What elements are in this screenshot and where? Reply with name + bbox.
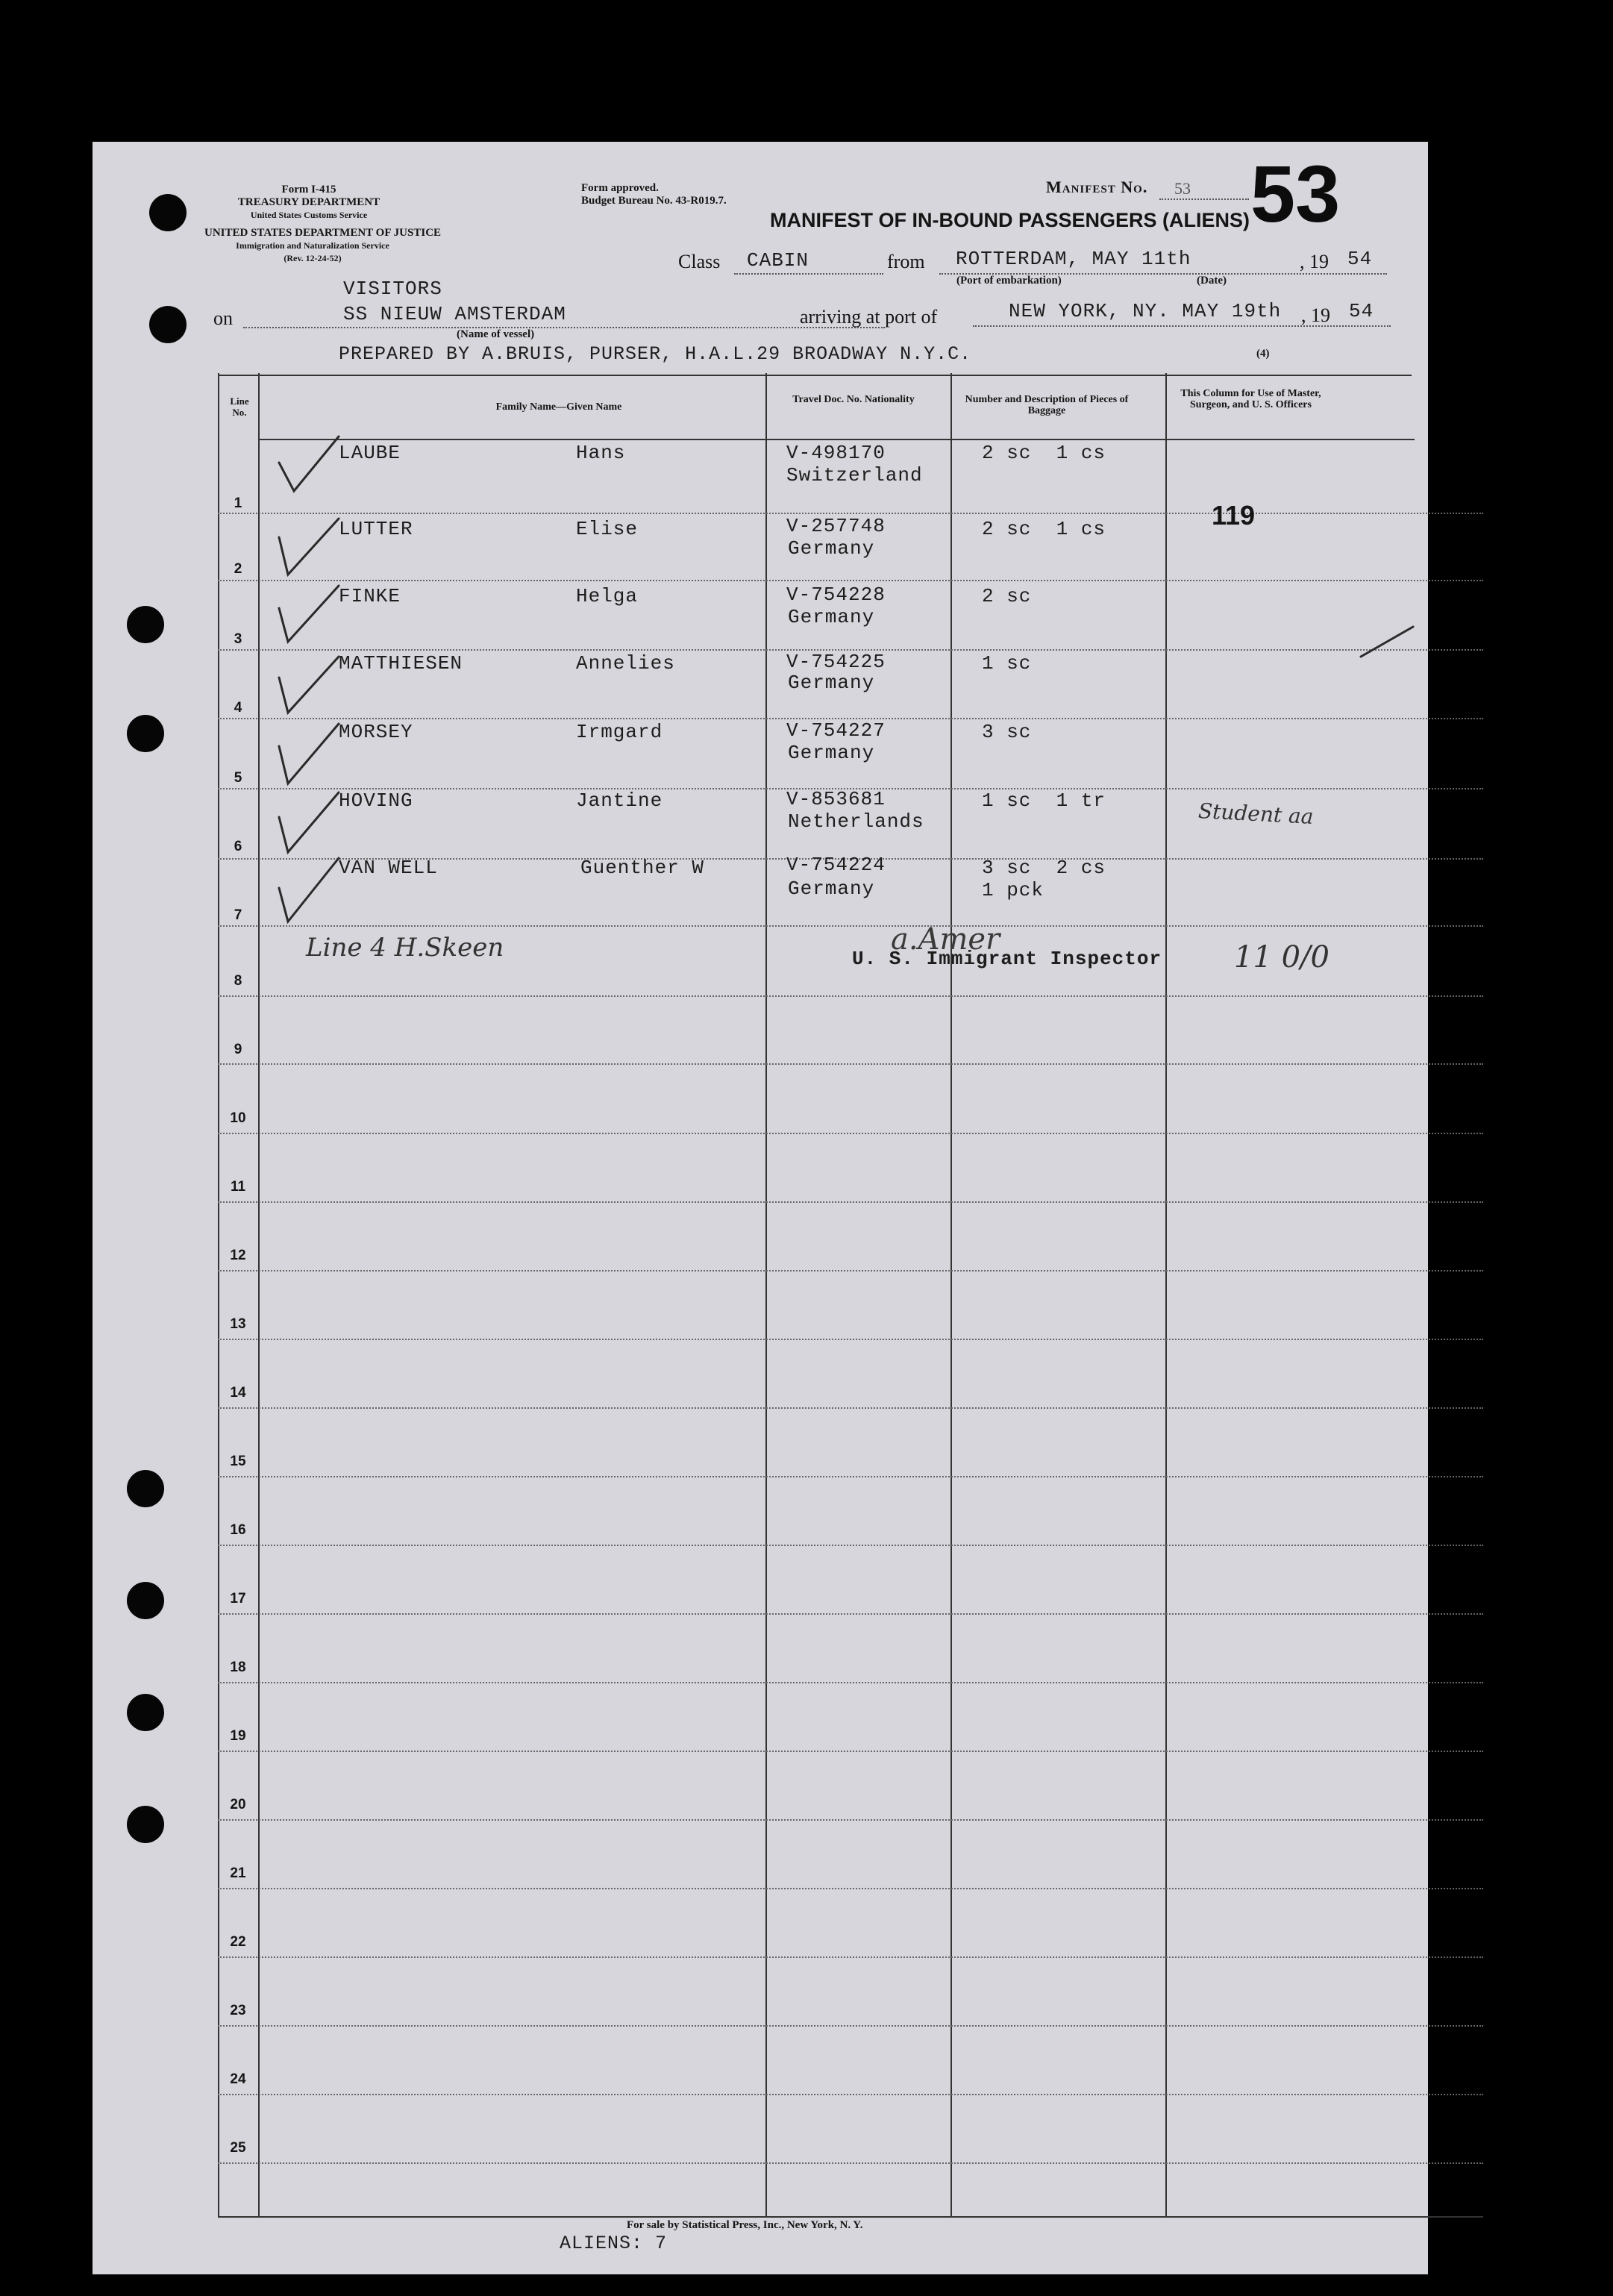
doj-name: UNITED STATES DEPARTMENT OF JUSTICE <box>204 227 442 239</box>
punch-hole <box>127 1806 164 1843</box>
line-number: 24 <box>230 2071 246 2087</box>
family-name: LAUBE <box>339 442 401 464</box>
handwritten-mark: 11 0/0 <box>1234 940 1329 975</box>
line-number: 20 <box>230 1797 246 1812</box>
visitors-label: VISITORS <box>343 278 442 300</box>
family-name: MATTHIESEN <box>339 652 463 675</box>
line-number: 19 <box>230 1728 246 1744</box>
manifest-label: Manifest No. <box>1046 178 1148 196</box>
family-name: HOVING <box>339 789 413 812</box>
col-doc: Travel Doc. No. Nationality <box>792 394 915 405</box>
check-mark <box>279 724 339 783</box>
port-caption: (Port of embarkation) <box>956 275 1062 287</box>
line-number: 16 <box>230 1522 246 1538</box>
given-name: Helga <box>576 585 639 607</box>
check-mark <box>279 858 339 922</box>
family-name: FINKE <box>339 585 401 607</box>
vessel-caption: (Name of vessel) <box>457 328 535 340</box>
nationality: Netherlands <box>788 810 924 833</box>
line-number: 3 <box>234 631 242 647</box>
line-number: 9 <box>234 1042 242 1057</box>
baggage: 1 sc 1 tr <box>982 789 1106 812</box>
line-number: 21 <box>230 1865 246 1881</box>
nationality: Germany <box>788 878 875 900</box>
col-line-no: Line No. <box>230 395 249 418</box>
check-mark <box>279 519 339 575</box>
given-name: Hans <box>576 442 626 464</box>
student-annotation: Student aa <box>1197 798 1315 830</box>
line-number: 14 <box>230 1385 246 1401</box>
aliens-count: ALIENS: 7 <box>560 2233 668 2254</box>
travel-doc-no: V-754224 <box>786 854 886 876</box>
revision-date: (Rev. 12-24-52) <box>284 253 342 263</box>
nationality: Switzerland <box>786 464 923 487</box>
inspector-signature: a.Amer <box>891 922 1000 957</box>
class-value: CABIN <box>747 249 809 272</box>
line-number: 5 <box>234 770 242 786</box>
punch-hole <box>127 1582 164 1619</box>
line-number: 7 <box>234 907 242 923</box>
given-name: Annelies <box>576 652 675 675</box>
inspector-label: U. S. Immigrant Inspector <box>852 948 1162 970</box>
vessel-name: SS NIEUW AMSTERDAM <box>343 303 566 325</box>
given-name: Irmgard <box>576 721 663 743</box>
line-number: 22 <box>230 1934 246 1950</box>
col-baggage: Number and Description of Pieces of Baggage <box>965 394 1129 416</box>
family-name: LUTTER <box>339 518 413 540</box>
travel-doc-no: V-853681 <box>786 788 886 810</box>
given-name: Elise <box>576 518 639 540</box>
line-number: 13 <box>230 1316 246 1332</box>
baggage: 2 sc <box>982 585 1032 607</box>
line-number: 10 <box>230 1110 246 1126</box>
class-label: Class <box>678 251 721 272</box>
form-approved: Form approved. <box>581 182 659 194</box>
given-name: Guenther W <box>580 857 705 879</box>
ins-name: Immigration and Naturalization Service <box>236 240 389 251</box>
arrival-year: 54 <box>1349 300 1374 322</box>
travel-doc-no: V-257748 <box>786 515 886 537</box>
line-number: 2 <box>234 561 242 577</box>
punch-hole <box>127 1694 164 1731</box>
manifest-number-small: 53 <box>1174 179 1191 198</box>
check-mark <box>279 586 339 642</box>
line-number: 12 <box>230 1248 246 1263</box>
nationality: Germany <box>788 742 875 764</box>
baggage: 3 sc 2 cs <box>982 857 1106 879</box>
budget-bureau: Budget Bureau No. 43-R019.7. <box>581 195 727 207</box>
col-name: Family Name—Given Name <box>495 401 622 413</box>
arrival-port-date: NEW YORK, NY. MAY 19th <box>1009 300 1282 322</box>
manifest-number: 53 <box>1250 148 1341 239</box>
line-number: 8 <box>234 973 242 989</box>
given-name: Jantine <box>576 789 663 812</box>
customs-service: United States Customs Service <box>250 210 368 220</box>
line-number: 6 <box>234 839 242 854</box>
arriving-label: arriving at port of <box>800 306 938 328</box>
manifest-page <box>93 142 1428 2274</box>
line-number: 25 <box>230 2140 246 2156</box>
baggage-extra: 1 pck <box>982 879 1044 901</box>
travel-doc-no: V-754227 <box>786 719 886 742</box>
line-number: 17 <box>230 1591 246 1607</box>
handwritten-line-note: Line 4 H.Skeen <box>306 933 504 963</box>
check-mark <box>279 792 339 852</box>
check-mark <box>279 657 339 713</box>
family-name: VAN WELL <box>339 857 438 879</box>
baggage: 2 sc 1 cs <box>982 518 1106 540</box>
note-four: (4) <box>1256 348 1270 360</box>
check-mark <box>279 437 339 491</box>
punch-hole <box>127 1470 164 1507</box>
travel-doc-no: V-754228 <box>786 584 886 606</box>
nationality: Germany <box>788 537 875 560</box>
baggage: 1 sc <box>982 652 1032 675</box>
baggage: 3 sc <box>982 721 1032 743</box>
treasury-department: TREASURY DEPARTMENT <box>237 196 380 208</box>
line-number: 4 <box>234 700 242 716</box>
officer-number: 119 <box>1212 500 1256 531</box>
family-name: MORSEY <box>339 721 413 743</box>
nationality: Germany <box>788 606 875 628</box>
col-officers: This Column for Use of Master, Surgeon, and U. S. Officers <box>1180 388 1321 410</box>
from-label: from <box>887 251 925 272</box>
line-number: 23 <box>230 2003 246 2018</box>
form-number: Form I-415 <box>281 184 336 195</box>
travel-doc-no: V-498170 <box>786 442 886 464</box>
year-value: 54 <box>1347 248 1373 270</box>
prepared-by: PREPARED BY A.BRUIS, PURSER, H.A.L.29 BROADWAY N.Y.C. <box>339 343 972 365</box>
port-of-embarkation: ROTTERDAM, MAY 11th <box>956 248 1191 270</box>
travel-doc-no: V-754225 <box>786 651 886 673</box>
line-number: 15 <box>230 1454 246 1469</box>
arrival-year-prefix: , 19 <box>1301 304 1330 326</box>
manifest-title: MANIFEST OF IN-BOUND PASSENGERS (ALIENS) <box>770 209 1250 231</box>
line-number: 11 <box>230 1179 246 1195</box>
line-number: 18 <box>230 1660 246 1675</box>
date-caption: (Date) <box>1197 275 1227 287</box>
check-marks <box>93 142 1428 1037</box>
on-label: on <box>213 307 233 329</box>
nationality: Germany <box>788 672 875 694</box>
baggage: 2 sc 1 cs <box>982 442 1106 464</box>
year-prefix: , 19 <box>1300 251 1329 272</box>
printer-note: For sale by Statistical Press, Inc., New York, N. Y. <box>627 2219 863 2231</box>
line-number: 1 <box>234 495 242 511</box>
